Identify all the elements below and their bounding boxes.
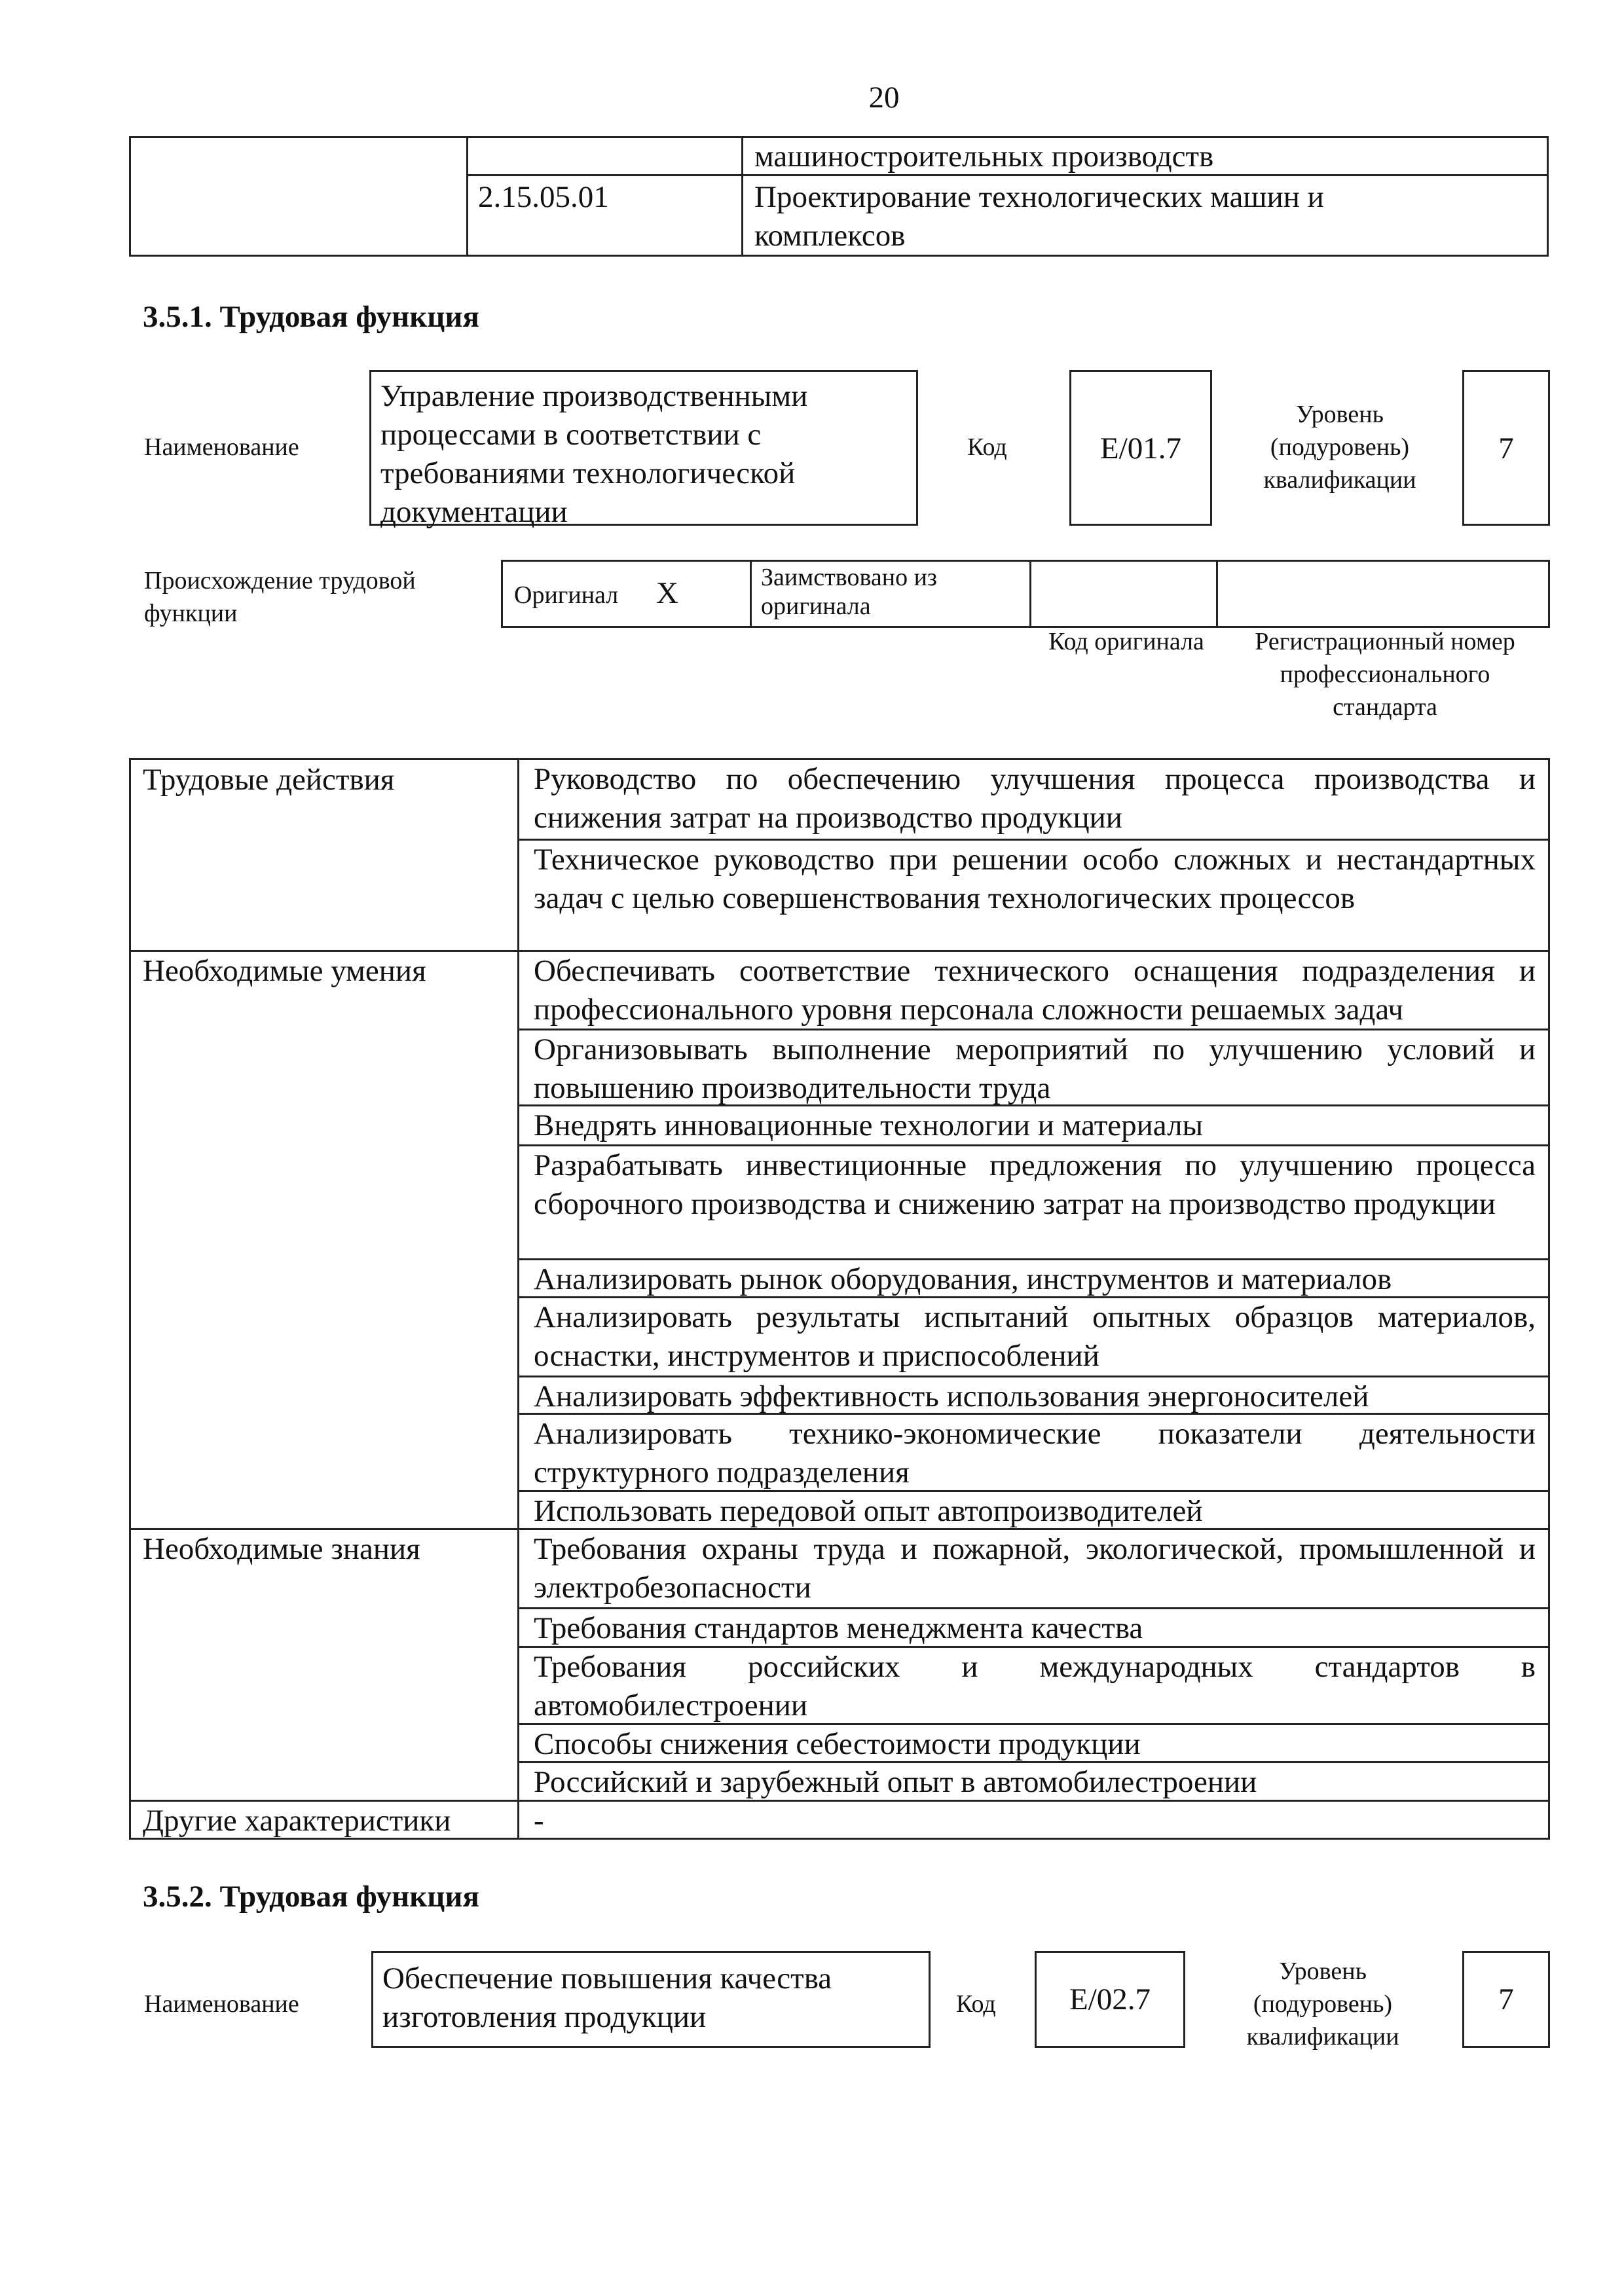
page-number: 20 (868, 81, 900, 115)
skill-item: Анализировать технико-экономические показатели деятельности структурного подразделения (534, 1417, 1536, 1489)
top-row1-text: машиностроительных производств (754, 139, 1214, 173)
borrowed-label: Заимствовано из оригинала (761, 564, 937, 620)
skill-item: Анализировать рынок оборудования, инструментов и материалов (534, 1262, 1392, 1296)
original-label: Оригинал (514, 581, 619, 609)
name-label-2: Наименование (144, 1990, 299, 2018)
skill-item: Обеспечивать соответствие технического оснащения подразделения и профессионального уровня персонала сложности решаемых задач (534, 954, 1536, 1027)
original-mark: X (656, 576, 678, 610)
level-label-1: Уровень (подуровень) квалификации (1263, 401, 1416, 494)
reg-number-caption: Регистрационный номер профессионального стандарта (1255, 628, 1515, 721)
section-heading-1: 3.5.1. Трудовая функция (143, 300, 479, 334)
labor-action-item: Руководство по обеспечению улучшения процесса производства и снижения затрат на производство продукции (534, 762, 1536, 835)
other-value: - (534, 1804, 544, 1838)
knowledge-label: Необходимые знания (143, 1532, 420, 1566)
skill-item: Разрабатывать инвестиционные предложения по улучшению процесса сборочного производства и снижению затрат на производство продукции (534, 1148, 1536, 1221)
level-value-1: 7 (1462, 370, 1550, 526)
function-name-2: Обеспечение повышения качества изготовления продукции (371, 1951, 931, 2048)
code-original-caption: Код оригинала (1048, 628, 1204, 655)
other-label: Другие характеристики (143, 1804, 451, 1838)
level-value-2: 7 (1462, 1951, 1550, 2048)
code-label-1: Код (967, 433, 1007, 461)
labor-actions-label: Трудовые действия (143, 763, 395, 797)
skill-item: Анализировать эффективность использования энергоносителей (534, 1379, 1369, 1413)
skill-item: Анализировать результаты испытаний опытных образцов материалов, оснастки, инструментов и приспособлений (534, 1300, 1536, 1373)
skill-item: Использовать передовой опыт автопроизводителей (534, 1494, 1203, 1528)
top-row2-text: Проектирование технологических машин и комплексов (754, 180, 1324, 253)
level-label-2: Уровень (подуровень) квалификации (1246, 1958, 1399, 2050)
knowledge-item: Российский и зарубежный опыт в автомобилестроении (534, 1765, 1257, 1799)
code-value-2: E/02.7 (1035, 1951, 1185, 2048)
section-heading-2: 3.5.2. Трудовая функция (143, 1880, 479, 1914)
knowledge-item: Требования российских и международных стандартов в автомобилестроении (534, 1650, 1536, 1722)
origin-label: Происхождение трудовой функции (144, 567, 416, 627)
code-label-2: Код (956, 1990, 996, 2018)
top-row2-code: 2.15.05.01 (478, 180, 609, 214)
function-name-1: Управление производственными процессами в соответствии с требованиями технологической документации (369, 370, 918, 526)
name-label-1: Наименование (144, 433, 299, 461)
knowledge-item: Требования охраны труда и пожарной, экологической, промышленной и электробезопасности (534, 1532, 1536, 1605)
labor-action-item: Техническое руководство при решении особо сложных и нестандартных задач с целью совершенствования технологических процессов (534, 843, 1536, 915)
skill-item: Внедрять инновационные технологии и материалы (534, 1108, 1204, 1142)
skill-item: Организовывать выполнение мероприятий по улучшению условий и повышению производительности труда (534, 1032, 1536, 1105)
knowledge-item: Способы снижения себестоимости продукции (534, 1727, 1141, 1761)
skills-label: Необходимые умения (143, 954, 426, 988)
code-value-1: E/01.7 (1069, 370, 1212, 526)
knowledge-item: Требования стандартов менеджмента качества (534, 1611, 1143, 1645)
